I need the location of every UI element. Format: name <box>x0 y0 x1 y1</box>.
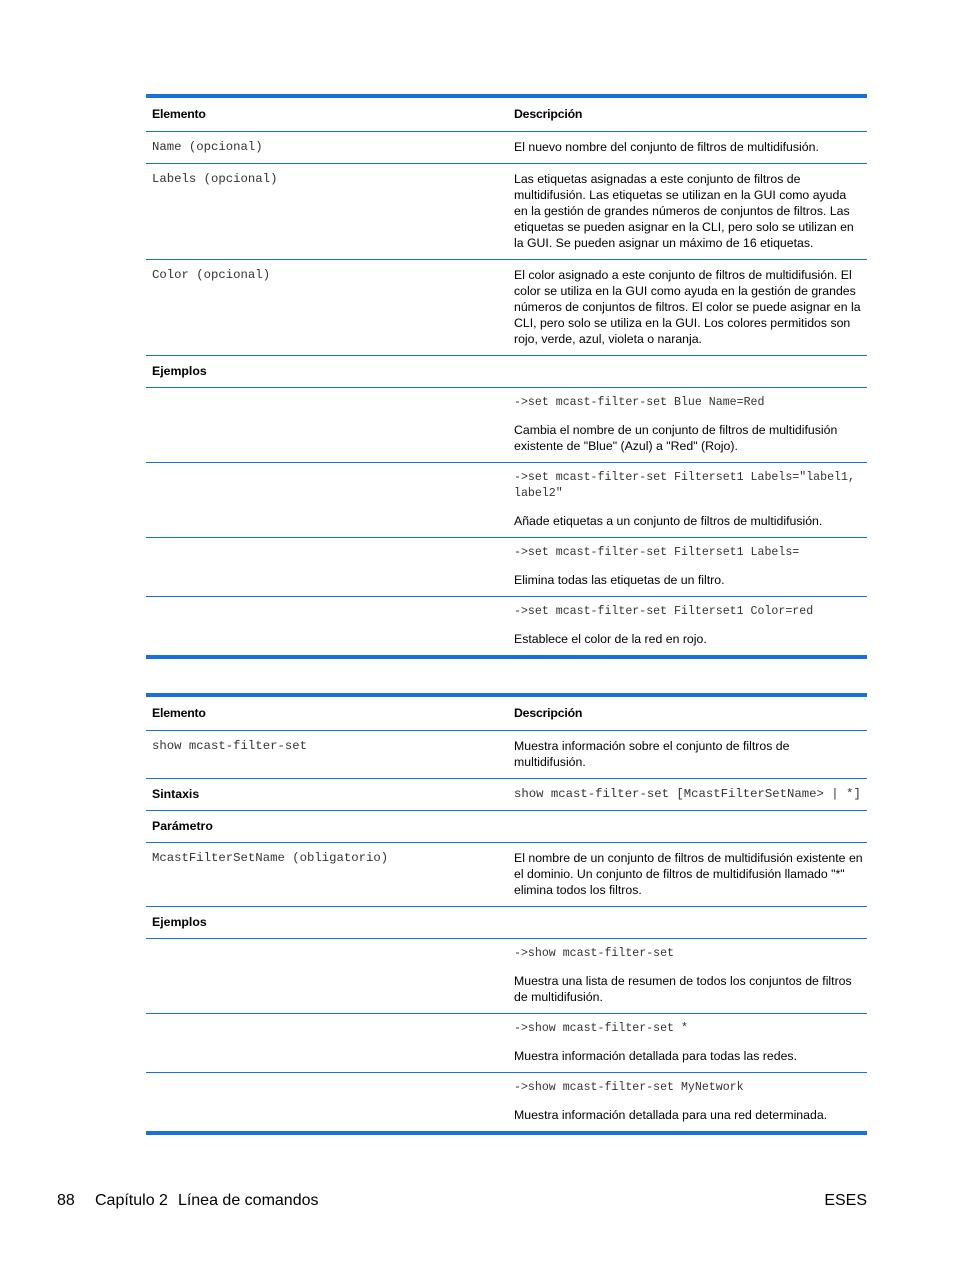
param-desc: El color asignado a este conjunto de filtros de multidifusión. El color se utiliza en la GUI como ayuda en la gestión de grandes números de conjuntos de filtros. El color se puede asignar en la CLI, pero solo se utiliza en la GUI. Los colores permitidos son rojo, verde, azul, violeta o naranja. <box>508 260 867 356</box>
example-desc: Muestra una lista de resumen de todos los conjuntos de filtros de multidifusión. <box>514 974 852 1004</box>
example-row <box>146 597 867 658</box>
table-row <box>146 132 867 164</box>
header-description: Descripción <box>514 107 583 121</box>
examples-label: Ejemplos <box>152 915 207 929</box>
param-term: Color (opcional) <box>146 260 508 356</box>
section-row <box>146 811 867 843</box>
param-term: Labels (opcional) <box>146 164 508 260</box>
section-row <box>146 356 867 388</box>
param-desc: Las etiquetas asignadas a este conjunto de filtros de multidifusión. Las etiquetas se utilizan en la GUI como ayuda en la gestión de grandes números de conjuntos de filtros. Las etiquetas se pueden asignar en la CLI, pero solo se utilizan en la GUI. Se pueden asignar un máximo de 16 etiquetas. <box>508 164 867 260</box>
parameter-label: Parámetro <box>152 819 213 833</box>
example-desc: Muestra información detallada para una red determinada. <box>514 1108 828 1122</box>
example-row <box>146 463 867 538</box>
example-row <box>146 939 867 1014</box>
element-table-show <box>146 693 867 1135</box>
page-footer <box>57 1190 867 1212</box>
header-element: Elemento <box>152 107 206 121</box>
example-desc: Establece el color de la red en rojo. <box>514 632 707 646</box>
example-command: ->set mcast-filter-set Filterset1 Color=red <box>514 605 814 618</box>
syntax-row <box>146 779 867 811</box>
example-row <box>146 1073 867 1134</box>
table-row <box>146 731 867 779</box>
element-table-set <box>146 94 867 659</box>
table-header <box>146 96 867 132</box>
param-desc: El nuevo nombre del conjunto de filtros de multidifusión. <box>508 132 867 164</box>
section-row <box>146 907 867 939</box>
table-row <box>146 164 867 260</box>
syntax-label: Sintaxis <box>152 787 200 801</box>
command-desc: Muestra información sobre el conjunto de filtros de multidifusión. <box>508 731 867 779</box>
table-header <box>146 695 867 731</box>
page-number: 88 <box>57 1192 75 1209</box>
header-element: Elemento <box>152 706 206 720</box>
command-term: show mcast-filter-set <box>146 731 508 779</box>
locale-code: ESES <box>824 1192 867 1209</box>
chapter-label: Capítulo 2 <box>95 1192 168 1209</box>
example-command: ->set mcast-filter-set Filterset1 Labels="label1, label2" <box>514 471 855 500</box>
param-term: McastFilterSetName (obligatorio) <box>146 843 508 907</box>
example-row <box>146 538 867 597</box>
example-row <box>146 388 867 463</box>
param-desc: El nombre de un conjunto de filtros de multidifusión existente en el dominio. Un conjunto de filtros de multidifusión llamado "*" elimina todos los filtros. <box>508 843 867 907</box>
example-command: ->show mcast-filter-set <box>514 947 675 960</box>
example-desc: Elimina todas las etiquetas de un filtro. <box>514 573 725 587</box>
example-desc: Cambia el nombre de un conjunto de filtros de multidifusión existente de "Blue" (Azul) a "Red" (Rojo). <box>514 423 838 453</box>
examples-label: Ejemplos <box>152 364 207 378</box>
example-command: ->set mcast-filter-set Filterset1 Labels= <box>514 546 800 559</box>
example-command: ->show mcast-filter-set MyNetwork <box>514 1081 744 1094</box>
param-term: Name (opcional) <box>146 132 508 164</box>
table-row <box>146 843 867 907</box>
syntax-value: show mcast-filter-set [McastFilterSetName> | *] <box>508 779 867 811</box>
chapter-title: Línea de comandos <box>177 1192 319 1209</box>
example-command: ->set mcast-filter-set Blue Name=Red <box>514 396 765 409</box>
table-row <box>146 260 867 356</box>
example-command: ->show mcast-filter-set * <box>514 1022 688 1035</box>
example-desc: Muestra información detallada para todas las redes. <box>514 1049 797 1063</box>
header-description: Descripción <box>514 706 583 720</box>
example-desc: Añade etiquetas a un conjunto de filtros de multidifusión. <box>514 514 823 528</box>
example-row <box>146 1014 867 1073</box>
